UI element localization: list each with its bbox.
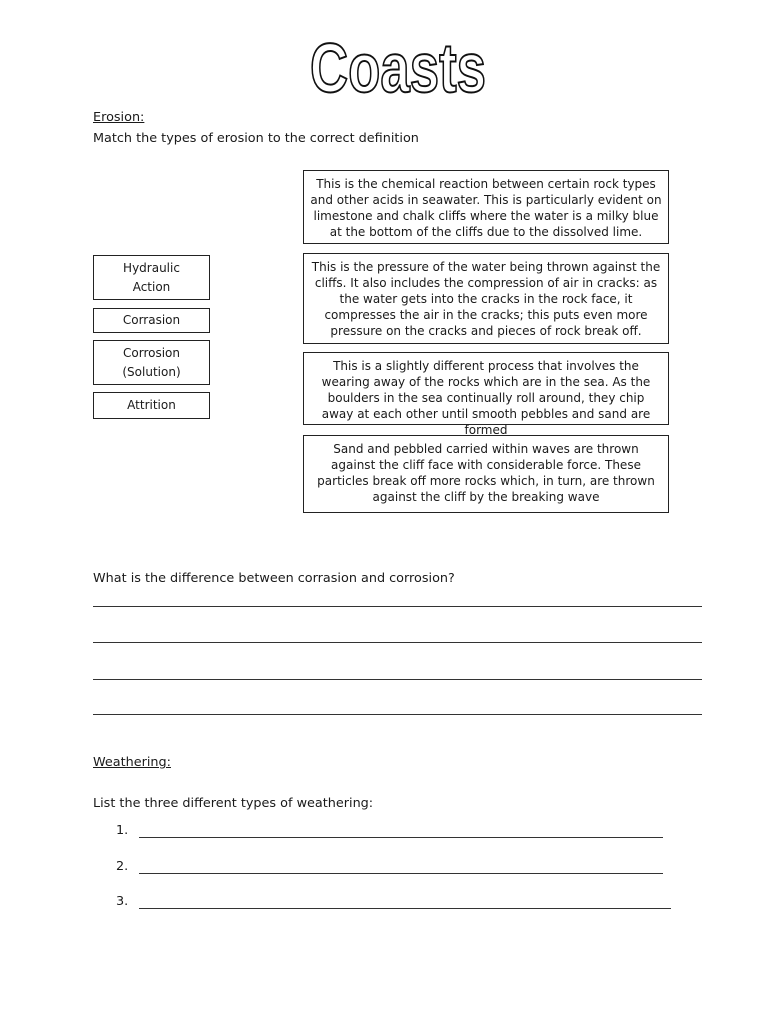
definition-text: Sand and pebbled carried within waves are thrown against the cliff face with considerable force. These particles break off more rocks which, in turn, are thrown against the cliff by the breaking wave	[317, 442, 655, 504]
title-text: Coasts	[310, 29, 486, 107]
definition-box-1[interactable]	[303, 170, 669, 244]
list-number-3: 3.	[116, 894, 129, 909]
definition-box-4[interactable]	[303, 435, 669, 513]
worksheet-title	[300, 24, 496, 107]
term-label: Hydraulic Action	[123, 260, 180, 294]
term-box-corrosion[interactable]	[93, 340, 210, 385]
term-box-hydraulic-action[interactable]	[93, 255, 210, 300]
term-box-attrition[interactable]	[93, 392, 210, 419]
definition-text: This is a slightly different process that involves the wearing away of the rocks which are in the sea. As the boulders in the sea continually roll around, they chip away at each other until smooth pebbles and sand are formed	[321, 359, 651, 437]
list-number-2: 2.	[116, 859, 129, 874]
weathering-instruction: List the three different types of weathering:	[93, 796, 374, 811]
erosion-instruction: Match the types of erosion to the correct definition	[93, 131, 419, 146]
answer-line-2[interactable]	[93, 642, 702, 643]
difference-question: What is the difference between corrasion and corrosion?	[93, 571, 455, 586]
weathering-answer-line-2[interactable]	[139, 873, 663, 874]
term-box-corrasion[interactable]	[93, 308, 210, 333]
definition-box-3[interactable]	[303, 352, 669, 437]
erosion-heading: Erosion:	[93, 110, 145, 125]
weathering-heading: Weathering:	[93, 755, 171, 770]
answer-line-4[interactable]	[93, 714, 702, 715]
answer-line-3[interactable]	[93, 679, 702, 680]
answer-line-1[interactable]	[93, 606, 702, 607]
definition-box-2[interactable]	[303, 253, 669, 344]
list-number-1: 1.	[116, 823, 129, 838]
weathering-answer-line-1[interactable]	[139, 837, 663, 838]
definition-text: This is the pressure of the water being thrown against the cliffs. It also includes the compression of air in cracks: as the water gets into the cracks in the rock face, it compresses the air in the cracks; this puts even more pressure on the cracks and pieces of rock break off.	[311, 260, 661, 338]
term-label: Corrosion (Solution)	[122, 345, 181, 379]
term-label: Attrition	[127, 398, 176, 412]
definition-text: This is the chemical reaction between certain rock types and other acids in seawater. This is particularly evident on limestone and chalk cliffs where the water is a milky blue at the bottom of the cliffs due to the dissolved lime.	[310, 177, 662, 239]
weathering-answer-line-3[interactable]	[139, 908, 671, 909]
term-label: Corrasion	[122, 313, 181, 327]
